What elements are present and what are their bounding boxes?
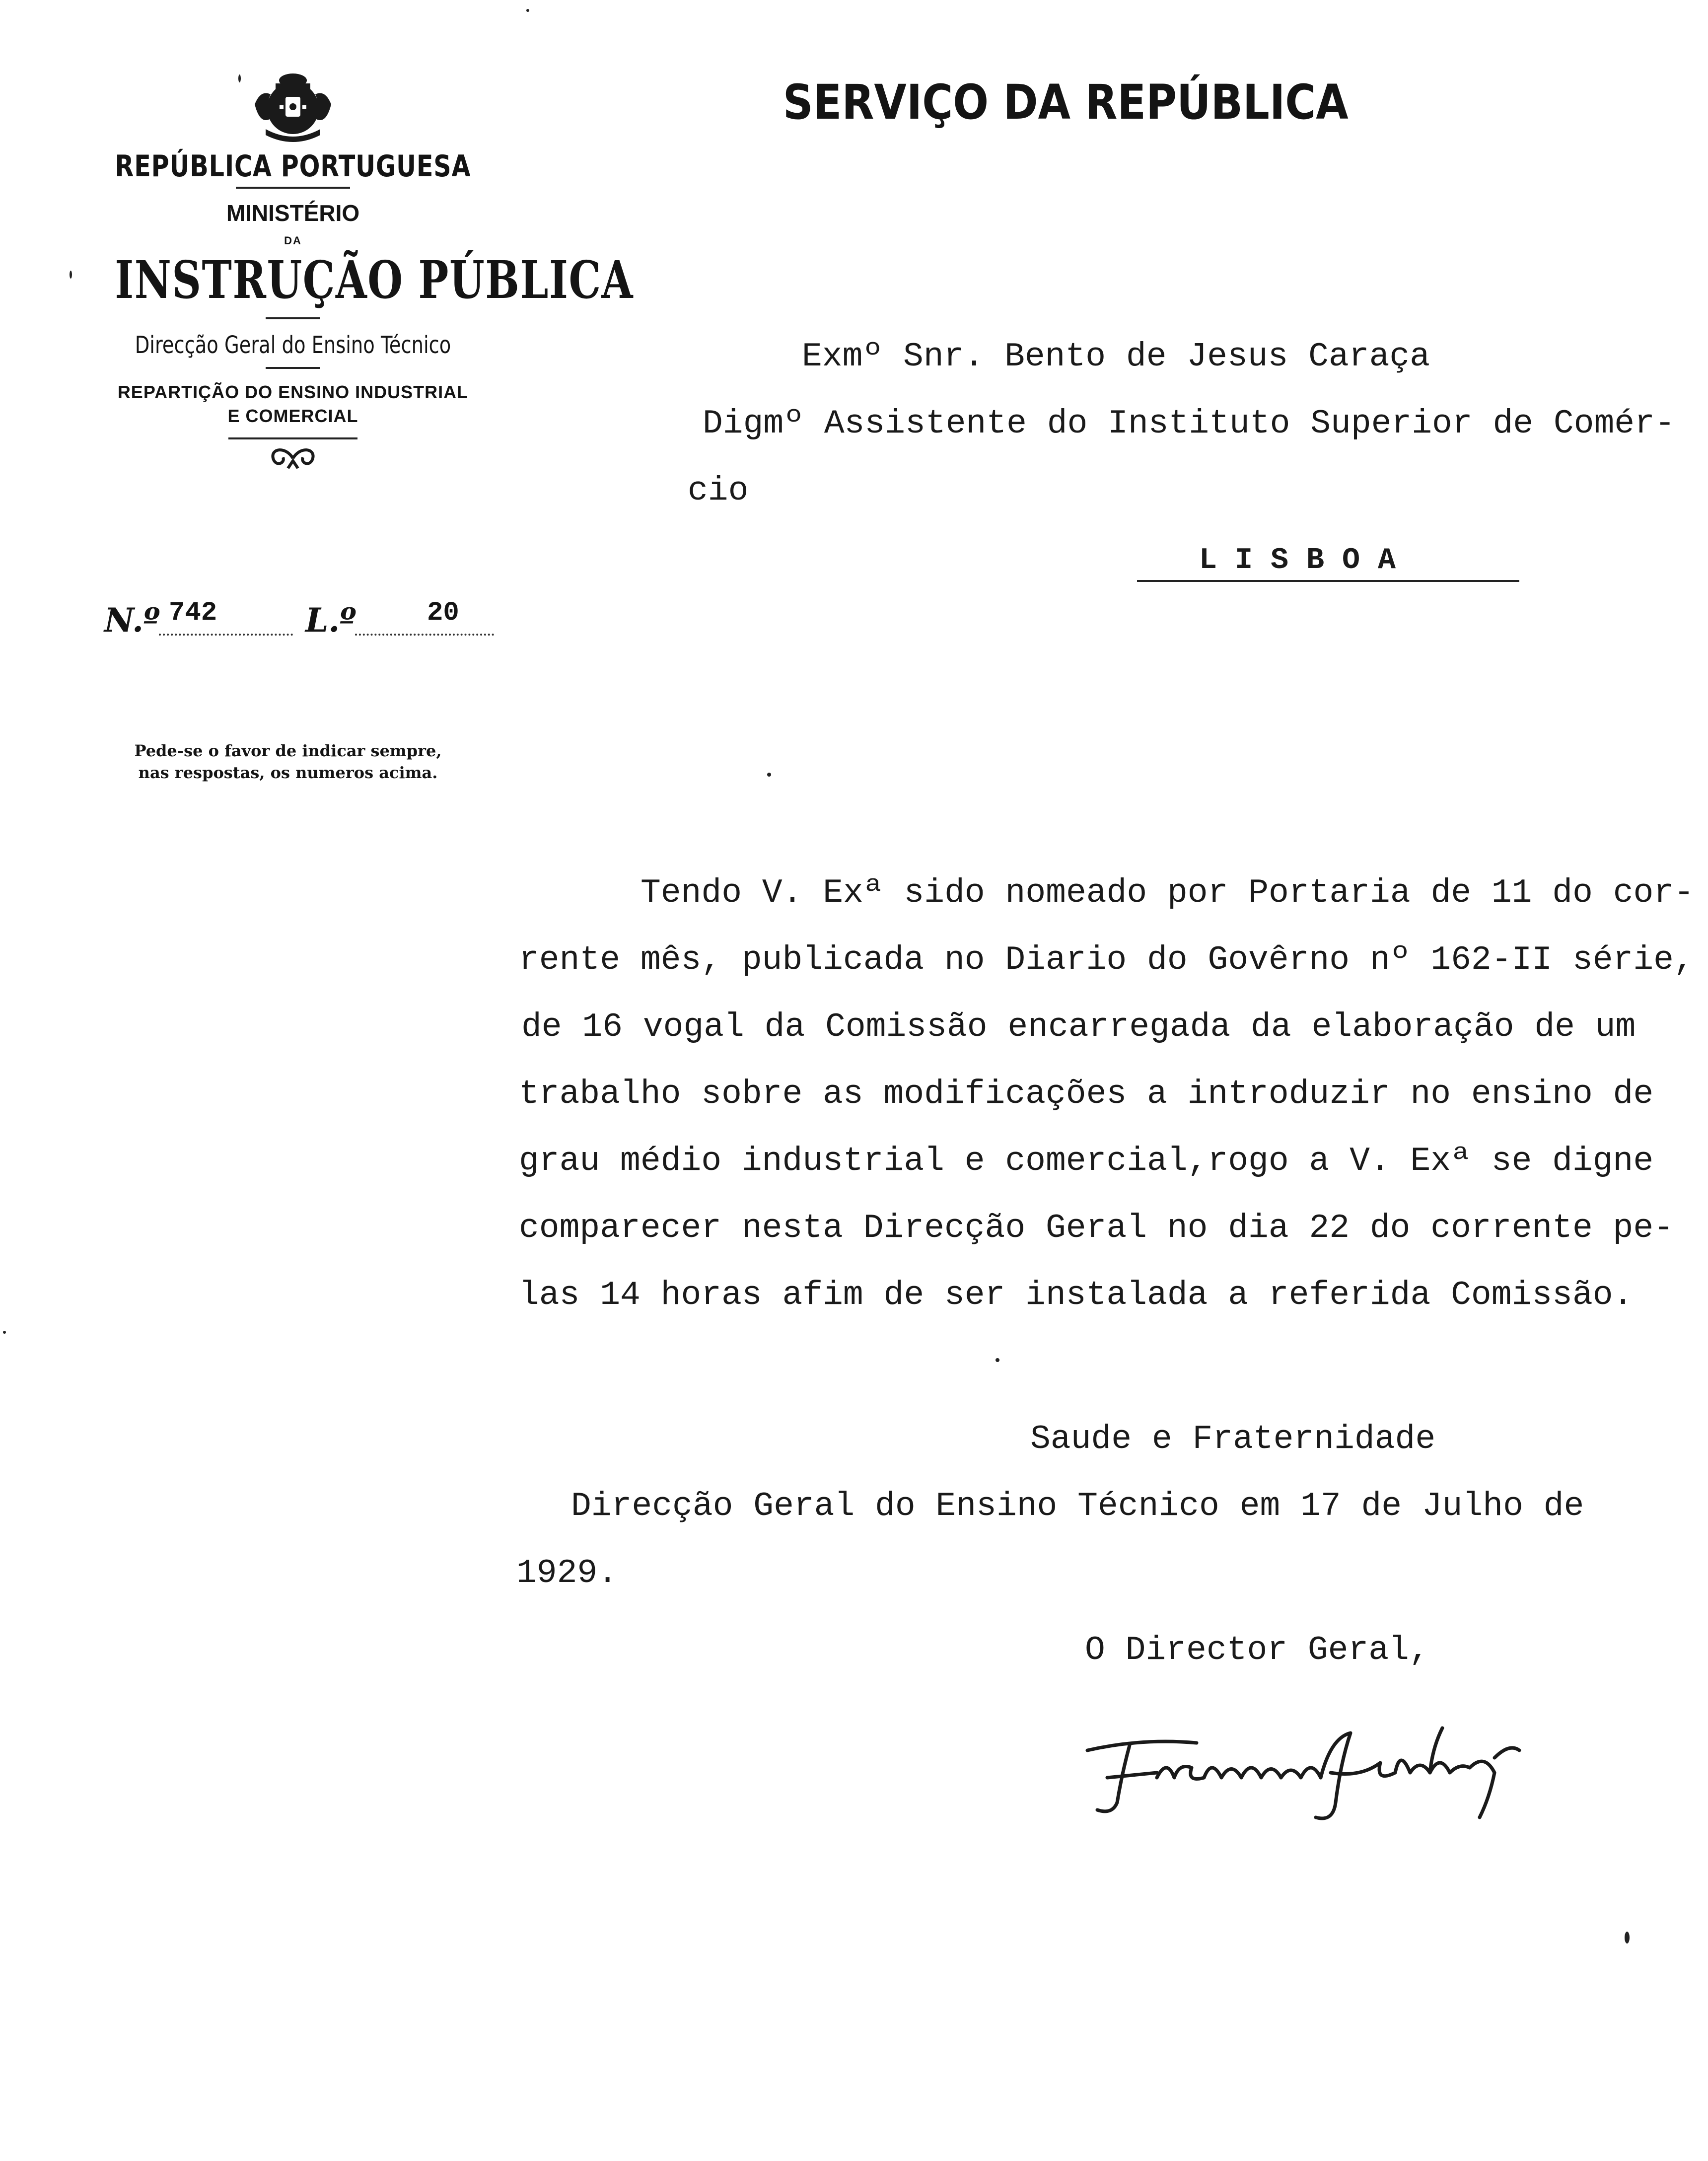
letterhead (65, 70, 634, 473)
body-line: trabalho sobre as modificações a introduzir no ensino de (519, 1075, 1654, 1113)
reference-note-line: nas respostas, os numeros acima. (138, 763, 438, 782)
city-underline (1137, 580, 1519, 582)
body-line: comparecer nesta Direcção Geral no dia 22 do corrente pe- (519, 1209, 1674, 1247)
letterhead-da: DA (284, 234, 302, 247)
letterhead-divider (236, 187, 350, 189)
scan-speck (238, 74, 241, 82)
letterhead-divider (266, 367, 320, 369)
letterhead-instrucao-publica: INSTRUÇÃO PÚBLICA (115, 249, 634, 310)
reference-note-line: Pede-se o favor de indicar sempre, (134, 741, 442, 760)
scan-speck (996, 1358, 999, 1362)
scan-speck (526, 9, 529, 12)
scan-speck (3, 1331, 6, 1334)
handwritten-signature (1082, 1703, 1529, 1832)
number-dotted-line (159, 634, 293, 636)
number-label: N.º (104, 601, 160, 640)
address-line: Digmº Assistente do Instituto Superior de Comér- (703, 405, 1675, 443)
address-city: L I S B O A (1199, 544, 1396, 577)
letterhead-republica: REPÚBLICA PORTUGUESA (115, 149, 471, 184)
body-line: las 14 horas afim de ser instalada a referida Comissão. (519, 1276, 1634, 1314)
letterhead-divider (228, 437, 357, 439)
body-line: grau médio industrial e comercial,rogo a V. Exª se digne (519, 1142, 1654, 1180)
coat-of-arms-icon (246, 70, 340, 144)
ornament-icon (263, 443, 323, 473)
address-line: cio (688, 472, 749, 510)
body-line: de 16 vogal da Comissão encarregada da elaboração de um (521, 1008, 1636, 1046)
reference-numbers (104, 596, 497, 641)
closing-year: 1929. (516, 1554, 618, 1592)
number-value: 742 (169, 598, 217, 628)
body-line: rente mês, publicada no Diario do Govêrno nº 162-II série, (519, 941, 1694, 979)
book-dotted-line (355, 634, 494, 636)
letterhead-divider (266, 317, 320, 319)
letterhead-direccao-geral: Direcção Geral do Ensino Técnico (135, 331, 451, 359)
scan-speck (767, 773, 771, 777)
address-line: Exmº Snr. Bento de Jesus Caraça (802, 338, 1430, 376)
page-title: SERVIÇO DA REPÚBLICA (783, 74, 1349, 130)
reference-note (74, 740, 501, 784)
closing-place-date: Direcção Geral do Ensino Técnico em 17 de Julho de (571, 1487, 1584, 1525)
closing-salutation: Saude e Fraternidade (1030, 1420, 1436, 1458)
book-value: 20 (427, 598, 459, 628)
closing-signatory: O Director Geral, (1085, 1631, 1429, 1669)
book-label: L.º (305, 601, 356, 640)
body-line: Tendo V. Exª sido nomeado por Portaria de 11 do cor- (640, 874, 1694, 912)
letterhead-reparticao: REPARTIÇÃO DO ENSINO INDUSTRIAL (117, 382, 469, 402)
scan-speck (70, 271, 72, 279)
letterhead-reparticao-comercial: E COMERCIAL (227, 406, 358, 426)
scan-speck (1625, 1932, 1630, 1944)
letterhead-ministerio: MINISTÉRIO (226, 200, 360, 226)
